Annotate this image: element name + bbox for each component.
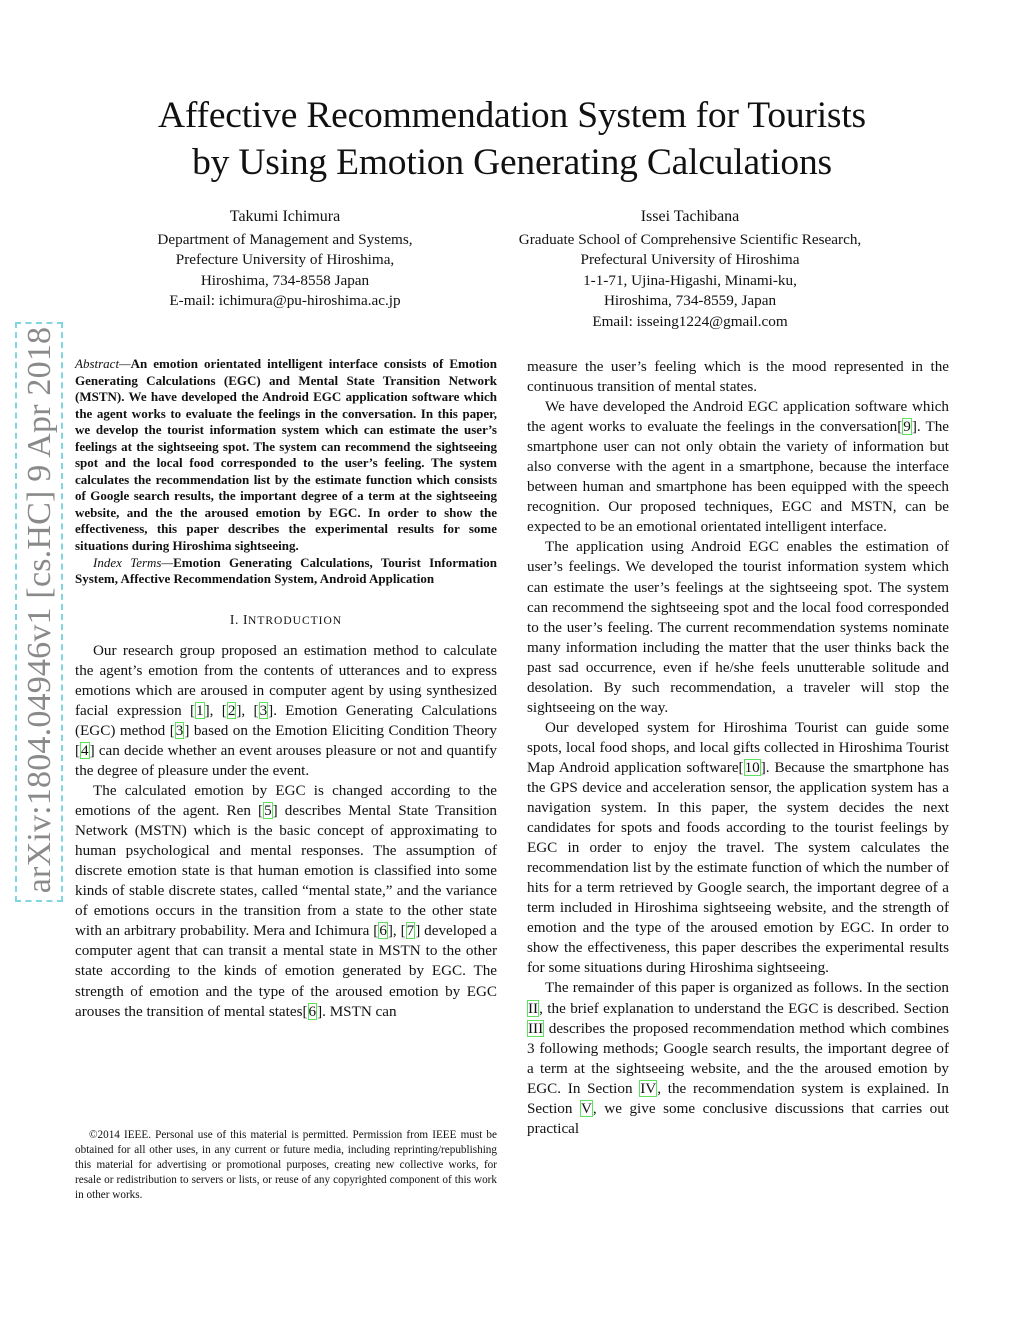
citation-link[interactable]: 3 xyxy=(175,721,184,739)
copyright-text: 2014 IEEE. Personal use of this material is permitted. Permission from IEEE must be obtained for all other uses, in any current or future media, including reprinting/republishing this material for advertising or promotional purposes, creating new collective works, for resale or redistribution to servers or lists, or reuse of any copyrighted component of this work in other works. xyxy=(75,1129,497,1202)
index-terms-text: Emotion Generating Calculations, Tourist Information System, Affective Recommendation System, Android Application xyxy=(75,554,498,587)
index-terms-label: Index Terms— xyxy=(93,554,174,570)
citation-link[interactable]: 4 xyxy=(81,741,89,759)
citation-link[interactable]: 2 xyxy=(227,701,236,719)
text-run: ] can decide whether an event arouses pleasure or not and quantify the degree of pleasure under the event. xyxy=(75,741,497,779)
section-link[interactable]: V xyxy=(580,1099,592,1117)
text-run: , we give some conclusive discussions that carries out practical xyxy=(527,1099,950,1137)
author-email: Email: isseing1224@gmail.com xyxy=(592,312,788,330)
author-affiliation-line: Department of Management and Systems, xyxy=(157,230,413,248)
intro-paragraph-1 xyxy=(75,641,497,781)
text-run: Our research group proposed an estimation method to calculate the agent’s emotion from the contents of utterances and to express emotions which are aroused in computer agent by using synthesized facial expression [ xyxy=(75,641,497,719)
text-run: ], [ xyxy=(387,922,406,940)
abstract-label: Abstract— xyxy=(75,356,131,371)
text-run: The remainder of this paper is organized as follows. In the section xyxy=(545,979,949,997)
citation-link[interactable]: 10 xyxy=(744,758,760,776)
text-run: , the brief explanation to understand the EGC is described. Section xyxy=(539,999,949,1017)
author-affiliation-line: 1-1-71, Ujina-Higashi, Minami-ku, xyxy=(583,271,797,289)
text-run: ] describes Mental State Transition Network (MSTN) which is the basic concept of approximating to human psychological and mental responses. The assumption of discrete emotion state is that human emotion is classified into some kinds of stable discrete states, called “mental state,” and the variance of emotions occurs in the transition from a state to the other state with an arbitrary probability. Mera and Ichimura [ xyxy=(75,802,497,940)
text-run: , the recommendation system is explained. In Section xyxy=(527,1079,949,1117)
section-link[interactable]: II xyxy=(528,999,539,1017)
section-numeral: I. xyxy=(229,611,243,627)
author-email: E-mail: ichimura@pu-hiroshima.ac.jp xyxy=(169,292,401,310)
section-cap: I xyxy=(242,611,249,627)
text-run: ], [ xyxy=(236,701,259,719)
intro-paragraph-2 xyxy=(75,781,497,1022)
text-run: ]. The smartphone user can not only obtain the variety of information but also converse with the agent in a smartphone, because the interface between human and smartphone has been equipped with the speech recognition. Our proposed techniques, EGC and MSTN, can be expected to be an emotional orientated intelligent interface. xyxy=(527,418,949,536)
citation-link[interactable]: 9 xyxy=(903,418,911,436)
text-run: Our developed system for Hiroshima Tourist can guide some spots, local food shops, and local gifts collected in Hiroshima Tourist Map Android application software[ xyxy=(527,718,949,776)
author-affiliation-line: Prefectural University of Hiroshima xyxy=(580,251,800,269)
citation-link[interactable]: 1 xyxy=(196,701,204,719)
continued-paragraph: measure the user’s feeling which is the mood represented in the continuous transition of mental states. xyxy=(527,358,949,396)
copyright-footnote xyxy=(75,1128,497,1203)
text-run: ]. MSTN can xyxy=(317,1002,397,1020)
text-run: ] based on the Emotion Eliciting Condition Theory [ xyxy=(75,721,497,759)
section-link[interactable]: IV xyxy=(640,1079,657,1097)
author-name: Issei Tachibana xyxy=(640,208,740,225)
citation-link[interactable]: 7 xyxy=(406,922,415,940)
text-run: describes the proposed recommendation method which combines 3 following methods; Google search results, the important degree of a term at the sightseeing website, and the the aroused emotion by EGC. In Section xyxy=(527,1019,949,1097)
citation-link[interactable]: 5 xyxy=(264,802,272,820)
abstract xyxy=(75,356,497,555)
author-affiliation-line: Prefecture University of Hiroshima, xyxy=(175,251,395,269)
right-paragraph-4 xyxy=(527,978,949,1138)
paper-title xyxy=(0,92,1024,186)
text-run: ]. Emotion Generating Calculations (EGC) method [ xyxy=(75,701,498,739)
author-affiliation-line: Hiroshima, 734-8559, Japan xyxy=(603,292,777,310)
author-block-2 xyxy=(470,207,910,333)
section-title-rest: NTRODUCTION xyxy=(248,614,343,627)
author-affiliation-line: Hiroshima, 734-8558 Japan xyxy=(200,271,370,289)
abstract-text: An emotion orientated intelligent interface consists of Emotion Generating Calculations (EGC) and Mental State Transition Network (MSTN). We have developed the Android EGC application software which the agent works to evaluate the feelings in the conversation. In this paper, we develop the tourist information system which can estimate the user’s feelings at the sightseeing spot. The system can recommend the sightseeing spot and the local food corresponded to the user’s feeling. The system calculates the recommendation list by the estimate function which consists of Google search results, the important degree of a term at the sightseeing website, and the the aroused emotion by EGC. In order to show the effectiveness, this paper describes the experimental results for some situations during Hiroshima sightseeing. xyxy=(75,356,497,554)
text-run: ] developed a computer agent that can transit a mental state in MSTN to the other state according to the kinds of emotion generated by EGC. The strength of emotion and the type of the aroused emotion by EGC arouses the transition of mental states[ xyxy=(75,922,497,1020)
text-run: We have developed the Android EGC application software which the agent works to evaluate the feelings in the conversation[ xyxy=(527,398,949,436)
title-line-1: Affective Recommendation System for Tourists xyxy=(158,95,866,136)
citation-link[interactable]: 6 xyxy=(308,1002,317,1020)
text-run: The calculated emotion by EGC is changed according to the emotions of the agent. Ren [ xyxy=(75,782,497,820)
right-column xyxy=(527,357,949,1139)
section-link[interactable]: III xyxy=(528,1019,544,1037)
author-name: Takumi Ichimura xyxy=(229,208,341,225)
copyright-symbol: © xyxy=(89,1129,98,1141)
right-paragraph-3 xyxy=(527,718,949,979)
citation-link[interactable]: 3 xyxy=(259,701,268,719)
text-run: ]. Because the smartphone has the GPS device and acceleration sensor, the application system has a navigation system. In this paper, the system decides the next candidates for spots and foods according to the tourist feelings by EGC in order to enjoy the travel. The system calculates the recommendation list by the estimate function of which the number of hits for a term retrieved by Google search, the important degree of a term included in Hiroshima sightseeing website, and the strength of emotion and the type of the aroused emotion by EGC. In order to show the effectiveness, this paper describes the experimental results for some situations during Hiroshima sightseeing. xyxy=(527,758,949,977)
section-heading-introduction xyxy=(75,610,497,631)
right-paragraph-2: The application using Android EGC enables the estimation of user’s feelings. We developed the tourist information system which can estimate the user’s feelings at the sightseeing spot. The system can recommend the sightseeing spot and the local food corresponded to the user’s feeling. The current recommendation systems nominate many information including the matter that the user thinks back the past sad occurrence, even if he/she feels unutterable solitude and desolation. By such recommendation, a traveler will stop the sightseeing on the way. xyxy=(527,538,949,716)
left-column xyxy=(75,356,497,1022)
author-affiliation-line: Graduate School of Comprehensive Scientific Research, xyxy=(518,230,862,248)
right-paragraph-1 xyxy=(527,397,949,537)
title-line-2: by Using Emotion Generating Calculations xyxy=(192,142,832,183)
index-terms xyxy=(75,555,497,588)
author-block-1 xyxy=(110,207,460,312)
citation-link[interactable]: 6 xyxy=(379,922,387,940)
text-run: ], [ xyxy=(204,701,227,719)
arxiv-stamp[interactable]: arXiv:1804.04946v1 [cs.HC] 9 Apr 2018 xyxy=(21,326,58,894)
